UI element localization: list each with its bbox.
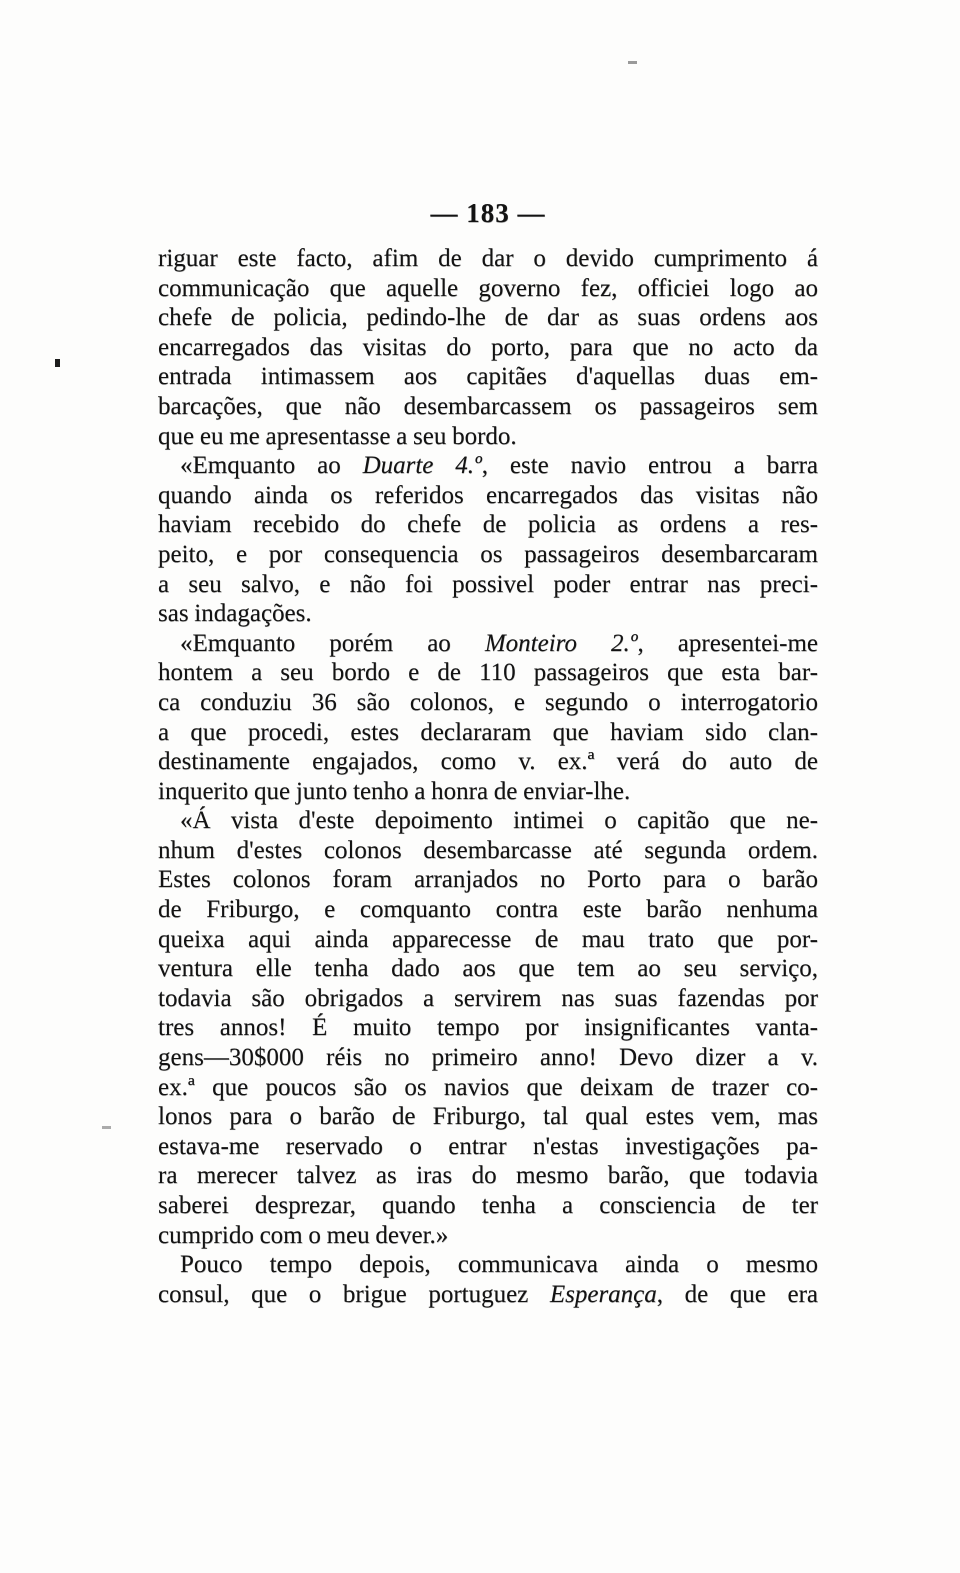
text-line	[158, 422, 818, 452]
text-segment: haviam recebido do chefe de policia as ordens a res-	[158, 511, 818, 539]
text-segment: Estes colonos foram arranjados no Porto para o barão	[158, 866, 818, 894]
text-line	[158, 333, 818, 363]
text-line	[158, 392, 818, 422]
text-segment: communicação que aquelle governo fez, officiei logo ao	[158, 274, 818, 302]
text-segment: nhum d'estes colonos desembarcasse até segunda ordem.	[158, 836, 818, 864]
page-number: — 183 —	[430, 198, 546, 228]
text-segment: Pouco tempo depois, communicava ainda o mesmo	[180, 1251, 818, 1279]
text-segment: consul, que o brigue portuguez	[158, 1280, 550, 1308]
paragraph	[158, 451, 818, 629]
text-line	[158, 1132, 818, 1162]
text-line	[158, 658, 818, 688]
text-segment: ex.ª que poucos são os navios que deixam de trazer co-	[158, 1073, 818, 1101]
text-line	[158, 481, 818, 511]
text-line	[158, 629, 818, 659]
text-segment: riguar este facto, afim de dar o devido cumprimento á	[158, 245, 818, 272]
text-segment: todavia são obrigados a servirem nas suas fazendas por	[158, 984, 818, 1012]
text-segment: peito, e por consequencia os passageiros desembarcaram	[158, 540, 818, 568]
paragraph	[158, 244, 818, 451]
text-segment: lonos para o barão de Friburgo, tal qual estes vem, mas	[158, 1103, 818, 1131]
text-line	[158, 1102, 818, 1132]
italic-text-segment: Monteiro 2.º	[484, 629, 638, 657]
text-segment: destinamente engajados, como v. ex.ª verá do auto de	[158, 748, 818, 776]
text-line	[158, 895, 818, 925]
text-segment: , apresentei-me	[637, 629, 818, 657]
text-line	[158, 1161, 818, 1191]
text-segment: gens—30$000 réis no primeiro anno! Devo dizer a v.	[158, 1044, 818, 1072]
text-segment: hontem a seu bordo e de 110 passageiros que esta bar-	[158, 659, 818, 687]
paragraph	[158, 629, 818, 807]
text-line	[158, 1073, 818, 1103]
text-segment: barcações, que não desembarcassem os passageiros sem	[158, 392, 818, 420]
text-segment: encarregados das visitas do porto, para que no acto da	[158, 333, 818, 361]
text-line	[158, 865, 818, 895]
text-line	[158, 688, 818, 718]
text-segment: entrada intimassem aos capitães d'aquellas duas em-	[158, 363, 818, 391]
text-segment: ca conduziu 36 são colonos, e segundo o interrogatorio	[158, 688, 818, 716]
text-line	[158, 1221, 818, 1251]
italic-text-segment: Duarte 4.º	[362, 452, 482, 480]
text-segment: sas indagações.	[158, 600, 312, 628]
text-line	[158, 540, 818, 570]
text-line	[158, 362, 818, 392]
text-line	[158, 1043, 818, 1073]
text-segment: saberei desprezar, quando tenha a consciencia de ter	[158, 1192, 818, 1219]
text-segment: «Emquanto ao	[180, 452, 363, 480]
text-segment: de Friburgo, e comquanto contra este barão nenhuma	[158, 896, 818, 924]
text-segment: inquerito que junto tenho a honra de enviar-lhe.	[158, 777, 631, 805]
text-line	[158, 954, 818, 984]
text-block	[158, 244, 818, 1309]
text-segment: , este navio entrou a barra	[481, 452, 819, 480]
text-line	[158, 984, 818, 1014]
text-line	[158, 806, 818, 836]
text-segment: «Á vista d'este depoimento intimei o capitão que ne-	[180, 807, 818, 835]
text-line	[158, 718, 818, 748]
text-segment: queixa aqui ainda apparecesse de mau trato que por-	[158, 925, 818, 953]
text-segment: a seu salvo, e não foi possivel poder entrar nas preci-	[158, 570, 818, 598]
italic-text-segment: Esperança	[549, 1280, 657, 1308]
text-line	[158, 777, 818, 807]
text-line	[158, 925, 818, 955]
text-segment: tres annos! É muito tempo por insignificantes vanta-	[158, 1014, 818, 1042]
text-segment: quando ainda os referidos encarregados das visitas não	[158, 481, 818, 509]
text-segment: , de que era	[656, 1280, 818, 1308]
text-segment: cumprido com o meu dever.»	[158, 1221, 449, 1249]
scan-artifact-ink-speck	[55, 359, 60, 367]
paragraph	[158, 806, 818, 1250]
text-line	[158, 451, 818, 481]
text-segment: ventura elle tenha dado aos que tem ao seu serviço,	[158, 955, 818, 983]
text-segment: que eu me apresentasse a seu bordo.	[158, 422, 517, 450]
text-segment: «Emquanto porém ao	[180, 629, 485, 657]
text-line	[158, 1280, 818, 1310]
text-segment: ra merecer talvez as iras do mesmo barão, que todavia	[158, 1162, 818, 1190]
scan-artifact-dash-left	[102, 1126, 111, 1129]
text-line	[158, 570, 818, 600]
text-segment: estava-me reservado o entrar n'estas investigações pa-	[158, 1132, 818, 1160]
text-line	[158, 274, 818, 304]
text-line	[158, 303, 818, 333]
text-line	[158, 836, 818, 866]
text-line	[158, 599, 818, 629]
text-line	[158, 510, 818, 540]
paragraph	[158, 1250, 818, 1309]
text-line	[158, 1191, 818, 1221]
text-segment: a que procedi, estes declararam que haviam sido clan-	[158, 718, 818, 746]
text-segment: chefe de policia, pedindo-lhe de dar as suas ordens aos	[158, 304, 818, 332]
text-line	[158, 747, 818, 777]
text-line	[158, 1013, 818, 1043]
scan-artifact-dash-top	[628, 61, 637, 64]
text-line	[158, 244, 818, 274]
text-line	[158, 1250, 818, 1280]
